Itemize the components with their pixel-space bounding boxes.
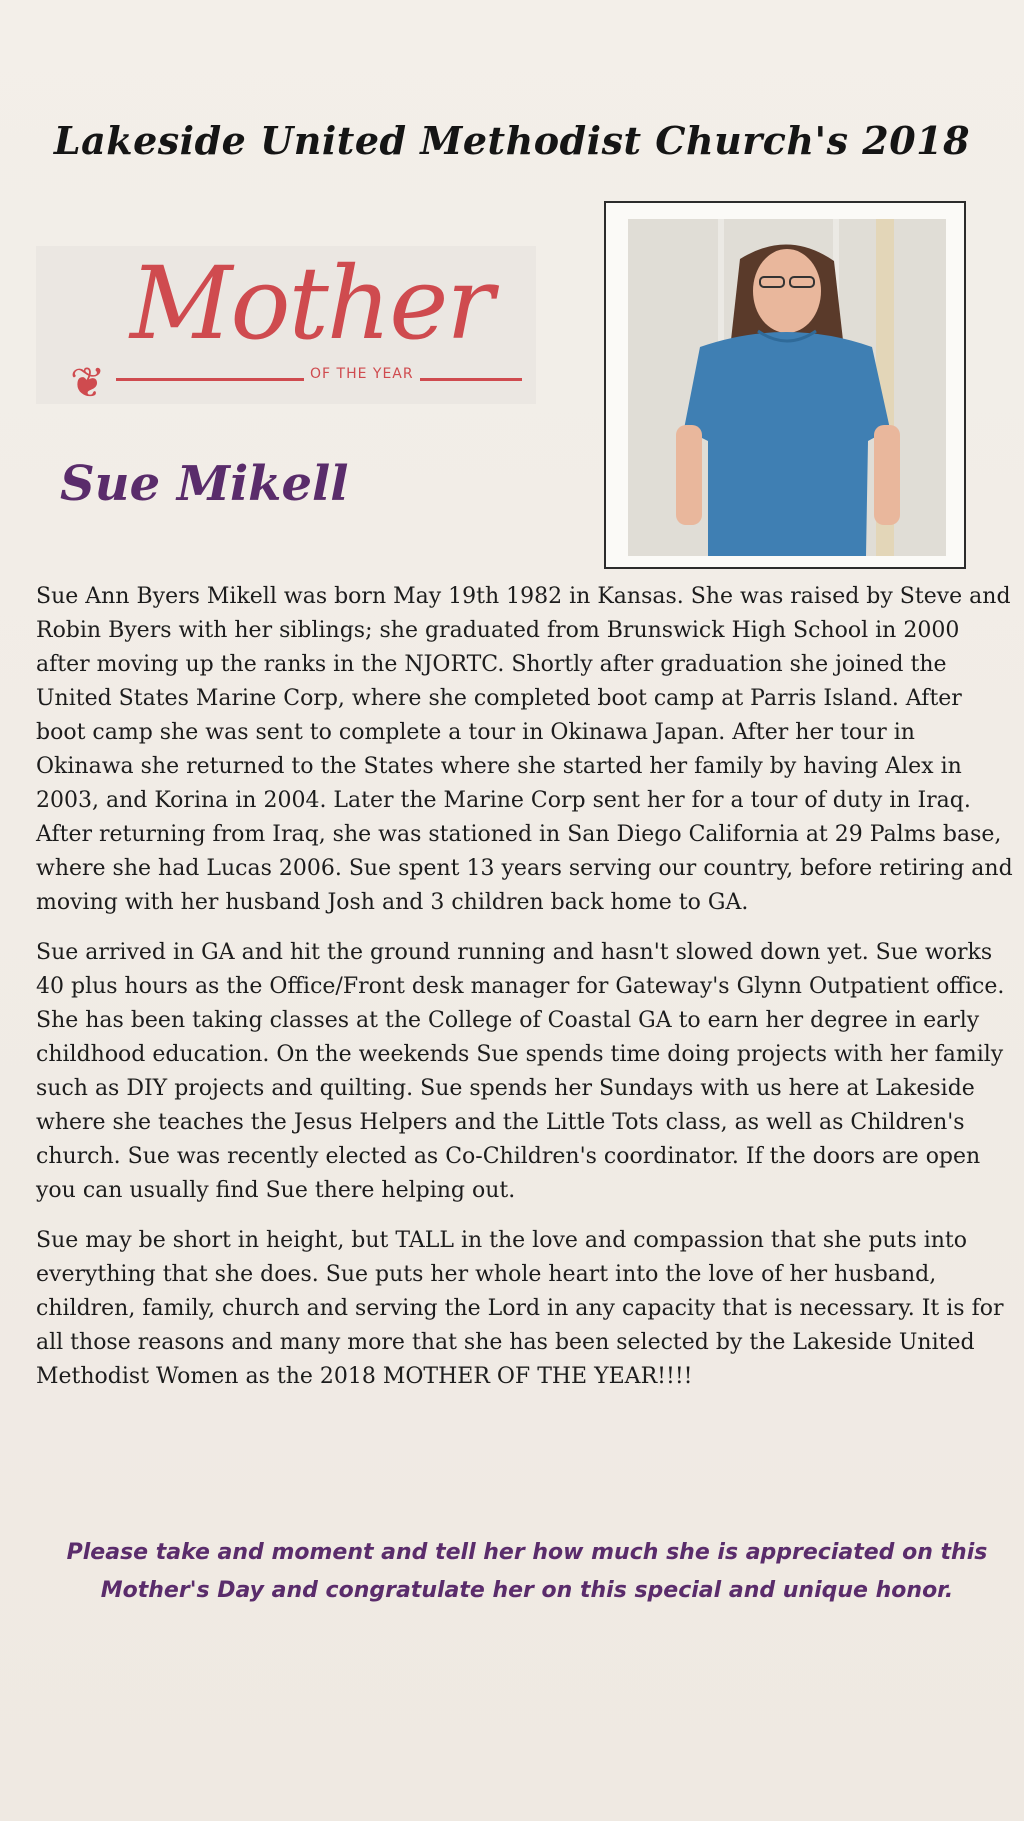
article-paragraph-1: Sue Ann Byers Mikell was born May 19th 1982 in Kansas. She was raised by Steve and Robin Byers with her siblings; she graduated from Brunswick High School in 2000 after moving up the ranks in the NJORTC. Shortly after graduation she joined the United States Marine Corp, where she completed boot camp at Parris Island. After boot camp she was sent to complete a tour in Okinawa Japan. After her tour in Okinawa she returned to the States where she started her family by having Alex in 2003, and Korina in 2004. Later the Marine Corp sent her for a tour of duty in Iraq. After returning from Iraq, she was stationed in San Diego California at 29 Palms base, where she had Lucas 2006. Sue spent 13 years serving our country, before retiring and moving with her husband Josh and 3 children back home to GA. — [36, 584, 1013, 915]
banner-word: Mother — [130, 245, 493, 362]
honoree-photo — [628, 219, 946, 556]
flourish-icon: ❦ — [70, 358, 106, 407]
photo-frame — [604, 201, 966, 569]
church-title: Lakeside United Methodist Church's 2018 — [53, 118, 971, 163]
closing-line-2: Mother's Day and congratulate her on this special and unique honor. — [100, 1578, 954, 1603]
honoree-name: Sue Mikell — [60, 456, 349, 512]
mother-of-the-year-banner — [36, 245, 536, 407]
closing-message — [36, 1534, 1018, 1610]
closing-line-1: Please take and moment and tell her how much she is appreciated on this — [66, 1540, 988, 1565]
banner-subtitle: OF THE YEAR — [304, 366, 420, 382]
article-paragraph-2: Sue arrived in GA and hit the ground running and hasn't slowed down yet. Sue works 40 plus hours as the Office/Front desk manager for Gateway's Glynn Outpatient office. She has been taking classes at the College of Coastal GA to earn her degree in early childhood education. On the weekends Sue spends time doing projects with her family such as DIY projects and quilting. Sue spends her Sundays with us here at Lakeside where she teaches the Jesus Helpers and the Little Tots class, as well as Children's church. Sue was recently elected as Co-Children's coordinator. If the doors are open you can usually find Sue there helping out. — [36, 940, 1005, 1203]
article-body — [36, 580, 1018, 1410]
article-paragraph-3: Sue may be short in height, but TALL in the love and compassion that she puts into everything that she does. Sue puts her whole heart into the love of her husband, children, family, church and serving the Lord in any capacity that is necessary. It is for all those reasons and many more that she has been selected by the Lakeside United Methodist Women as the 2018 MOTHER OF THE YEAR!!!! — [36, 1228, 1004, 1389]
